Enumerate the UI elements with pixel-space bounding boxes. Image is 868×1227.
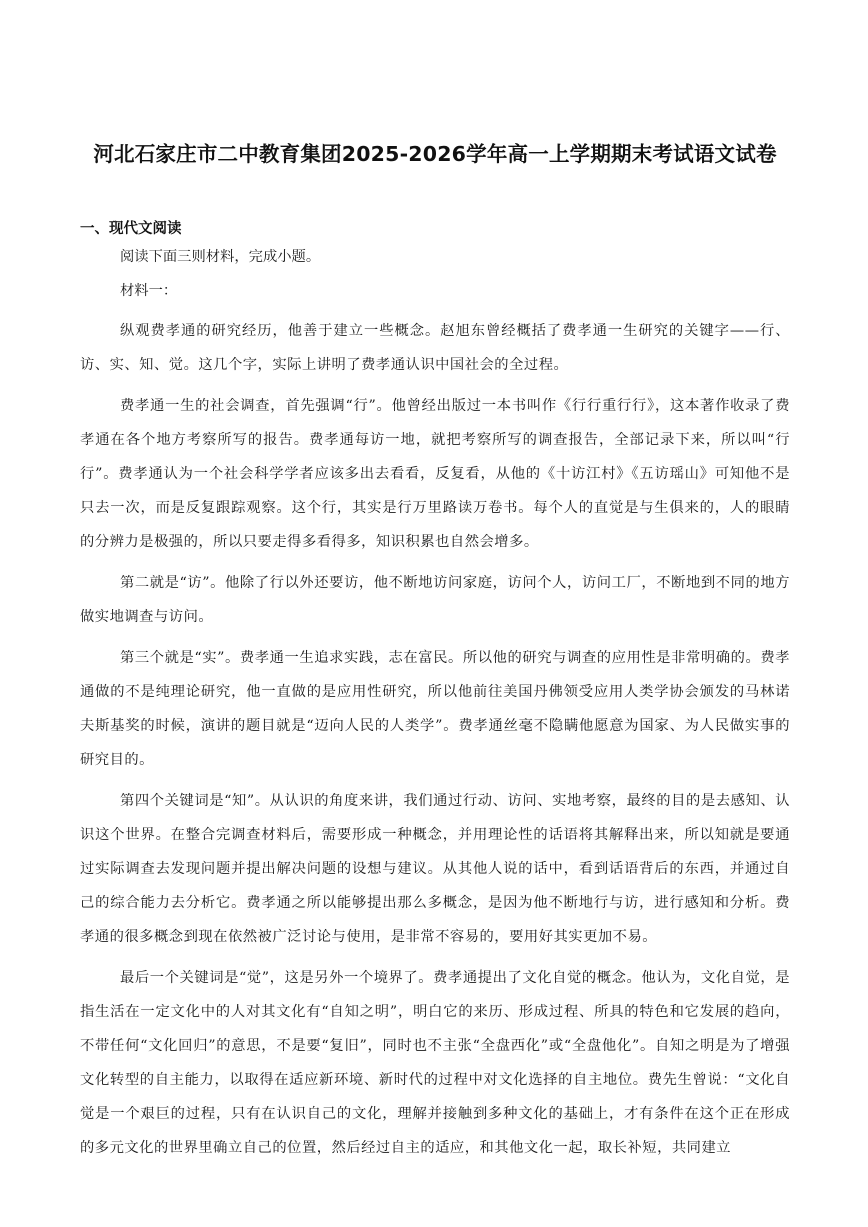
reading-instruction: 阅读下面三则材料，完成小题。 (120, 249, 321, 265)
paragraph: 第三个就是“实”。费孝通一生追求实践，志在富民。所以他的研究与调查的应用性是非常明确的。费孝通做的不是纯理论研究，他一直做的是应用性研究，所以他前往美国丹佛领受应用人类学协会颁发的马林诺夫斯基奖的时候，演讲的题目就是“迈向人民的人类学”。费孝通丝毫不隐瞒他愿意为国家、为人民做实事的研究目的。 (80, 650, 790, 768)
paragraph: 费孝通一生的社会调查，首先强调“行”。他曾经出版过一本书叫作《行行重行行》，这本著作收录了费孝通在各个地方考察所写的报告。费孝通每访一地，就把考察所写的调查报告，全部记录下来，所以叫“行行”。费孝通认为一个社会科学学者应该多出去看看，反复看，从他的《十访江村》《五访瑶山》可知他不是只去一次，而是反复跟踪观察。这个行，其实是行万里路读万卷书。每个人的直觉是与生俱来的，人的眼睛的分辨力是极强的，所以只要走得多看得多，知识积累也自然会增多。 (80, 398, 790, 550)
section-heading: 一、现代文阅读 (80, 221, 182, 237)
paragraph: 最后一个关键词是“觉”，这是另外一个境界了。费孝通提出了文化自觉的概念。他认为，文化自觉，是指生活在一定文化中的人对其文化有“自知之明”，明白它的来历、形成过程、所具的特色和它发展的趋向，不带任何“文化回归”的意思，不是要“复旧”，同时也不主张“全盘西化”或“全盘他化”。自知之明是为了增强文化转型的自主能力，以取得在适应新环境、新时代的过程中对文化选择的自主地位。费先生曾说：“文化自觉是一个艰巨的过程，只有在认识自己的文化，理解并接触到多种文化的基础上，才有条件在这个正在形成的多元文化的世界里确立自己的位置，然后经过自主的适应，和其他文化一起，取长补短，共同建立 (80, 970, 790, 1156)
paragraph: 第四个关键词是“知”。从认识的角度来讲，我们通过行动、访问、实地考察，最终的目的是去感知、认识这个世界。在整合完调查材料后，需要形成一种概念，并用理论性的话语将其解释出来，所以知就是要通过实际调查去发现问题并提出解决问题的设想与建议。从其他人说的话中，看到话语背后的东西，并通过自己的综合能力去分析它。费孝通之所以能够提出那么多概念，是因为他不断地行与访，进行感知和分析。费孝通的很多概念到现在依然被广泛讨论与使用，是非常不容易的，要用好其实更加不易。 (80, 793, 790, 945)
exam-title: 河北石家庄市二中教育集团2025-2026学年高一上学期期末考试语文试卷 (93, 142, 777, 166)
paragraph: 纵观费孝通的研究经历，他善于建立一些概念。赵旭东曾经概括了费孝通一生研究的关键字——行、访、实、知、觉。这几个字，实际上讲明了费孝通认识中国社会的全过程。 (80, 323, 790, 373)
paragraph: 第二就是“访”。他除了行以外还要访，他不断地访问家庭，访问个人，访问工厂，不断地到不同的地方做实地调查与访问。 (80, 575, 790, 625)
material-label: 材料一： (120, 283, 178, 299)
